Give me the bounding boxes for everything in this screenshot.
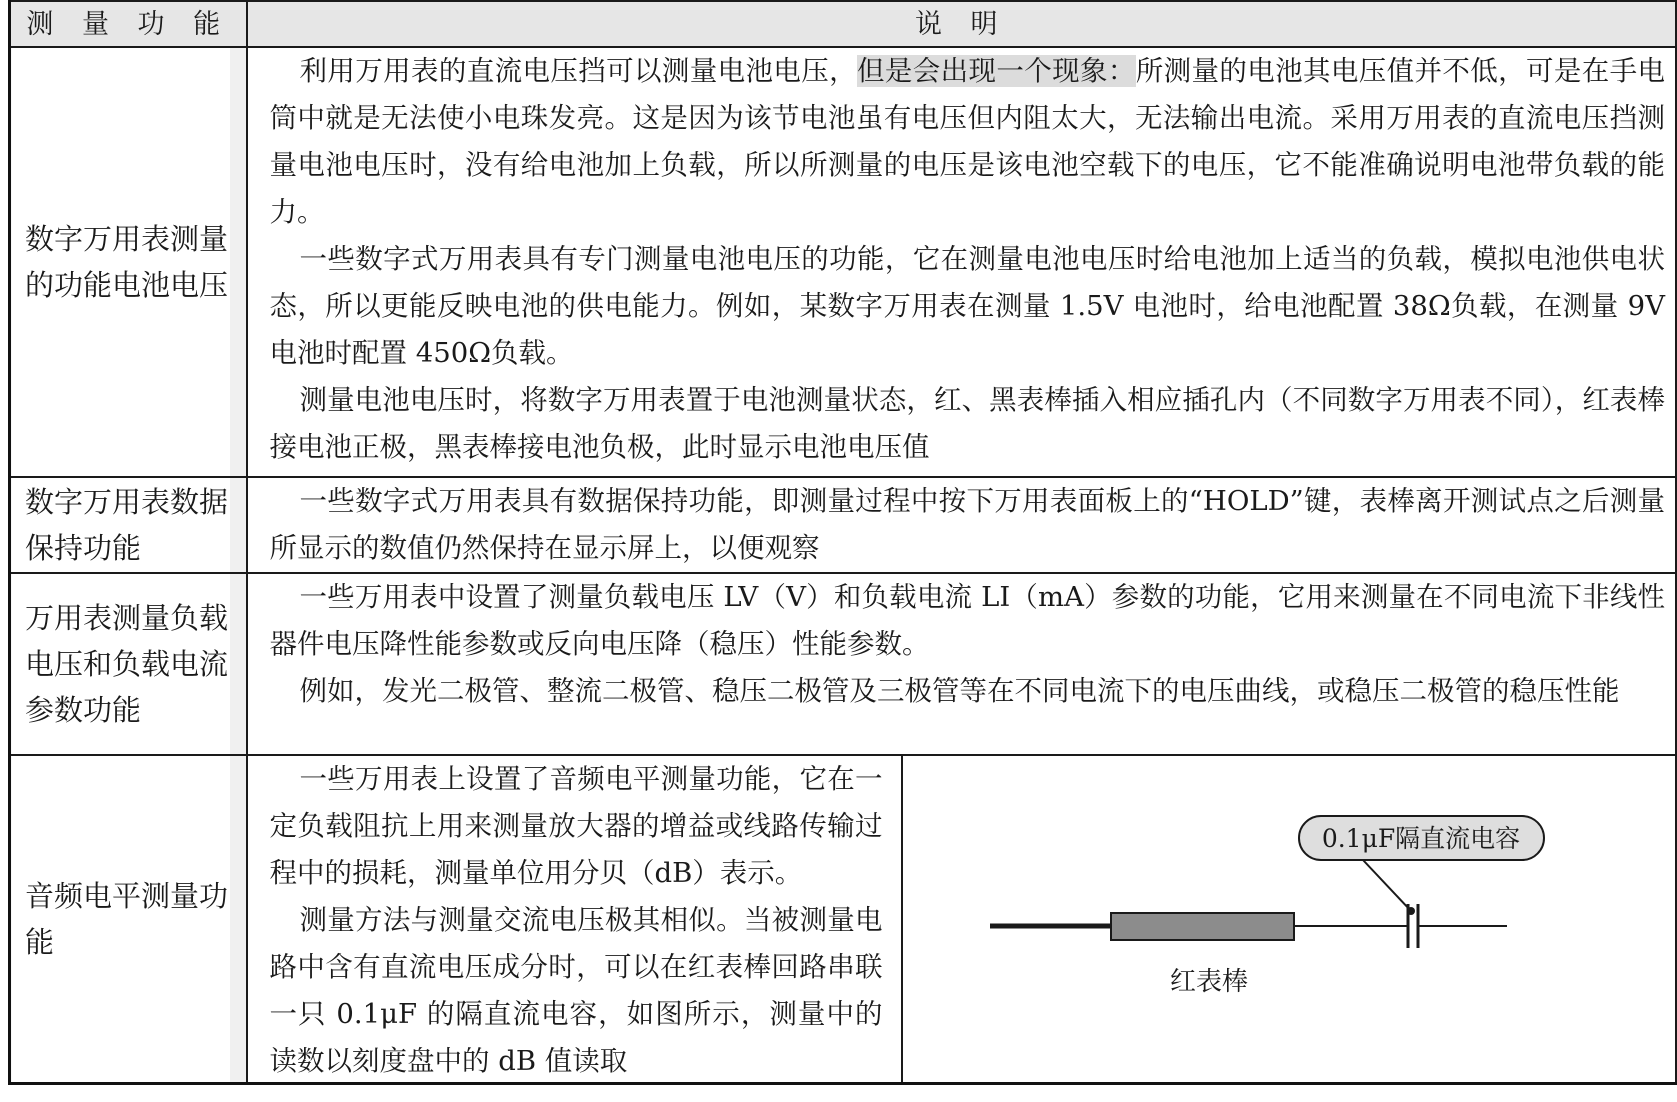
row-function-name: 数字万用表数据保持功能 — [10, 477, 247, 573]
paragraph: 一些万用表中设置了测量负载电压 LV（V）和负载电流 LI（mA）参数的功能，它用来测量在不同电流下非线性器件电压降性能参数或反向电压降（稳压）性能参数。 — [269, 581, 1665, 660]
highlighted-text: 但是会出现一个现象： — [857, 55, 1136, 87]
row-description — [247, 755, 1677, 1084]
table-header-row — [10, 1, 1677, 47]
paragraph: 一些数字式万用表具有数据保持功能，即测量过程中按下万用表面板上的“HOLD”键，表棒离开测试点之后测量所显示的数值仍然保持在显示屏上，以便观察 — [269, 485, 1665, 564]
description-text — [248, 756, 903, 1082]
callout-leader-line — [1363, 860, 1411, 911]
paragraph: 测量方法与测量交流电压极其相似。当被测量电路中含有直流电压成分时，可以在红表棒回路串联一只 0.1μF 的隔直流电容，如图所示，测量中的读数以刻度盘中的 dB 值读取 — [269, 904, 883, 1077]
row-description — [247, 47, 1677, 477]
table-row — [10, 477, 1677, 573]
red-probe-body — [1111, 913, 1294, 940]
header-function: 测 量 功 能 — [10, 1, 247, 47]
table-row — [10, 573, 1677, 755]
function-table — [8, 0, 1677, 1085]
row-description — [247, 477, 1677, 573]
paragraph: 测量电池电压时，将数字万用表置于电池测量状态，红、黑表棒插入相应插孔内（不同数字万用表不同），红表棒接电池正极，黑表棒接电池负极，此时显示电池电压值 — [269, 384, 1665, 463]
table-row — [10, 47, 1677, 477]
row-function-name: 数字万用表测量的功能电池电压 — [10, 47, 247, 477]
paragraph: 例如，发光二极管、整流二极管、稳压二极管及三极管等在不同电流下的电压曲线，或稳压二极管的稳压性能 — [299, 675, 1620, 707]
text-segment: 所测量的电池其电压值并不低，可是在手电筒中就是无法使小电珠发亮。这是因为该节电池虽有电压但内阻太大，无法输出电流。采用万用表的直流电压挡测量电池电压时，没有给电池加上负载，所以所测量的电压是该电池空载下的电压，它不能准确说明电池带负载的能力。 — [269, 55, 1665, 228]
paragraph — [270, 48, 1666, 236]
text-segment: 利用万用表的直流电压挡可以测量电池电压， — [299, 55, 857, 87]
red-probe-label: 红表棒 — [1169, 967, 1248, 997]
row-description — [247, 573, 1677, 755]
paragraph: 一些数字式万用表具有专门测量电池电压的功能，它在测量电池电压时给电池加上适当的负载，模拟电池供电状态，所以更能反映电池的供电能力。例如，某数字万用表在测量 1.5V 电池时，给电池配置 38Ω负载，在测量 9V 电池时配置 450Ω负载。 — [269, 243, 1665, 369]
paragraph: 一些万用表上设置了音频电平测量功能，它在一定负载阻抗上用来测量放大器的增益或线路传输过程中的损耗，测量单位用分贝（dB）表示。 — [269, 763, 883, 889]
capacitor-callout-label: 0.1μF隔直流电容 — [1321, 824, 1520, 853]
table-row — [10, 755, 1677, 1084]
probe-capacitor-diagram — [903, 756, 1643, 1082]
row-function-name: 万用表测量负载电压和负载电流参数功能 — [10, 573, 247, 755]
header-description: 说 明 — [247, 1, 1677, 47]
figure-cell — [903, 756, 1676, 1082]
row-function-name: 音频电平测量功能 — [10, 755, 247, 1084]
